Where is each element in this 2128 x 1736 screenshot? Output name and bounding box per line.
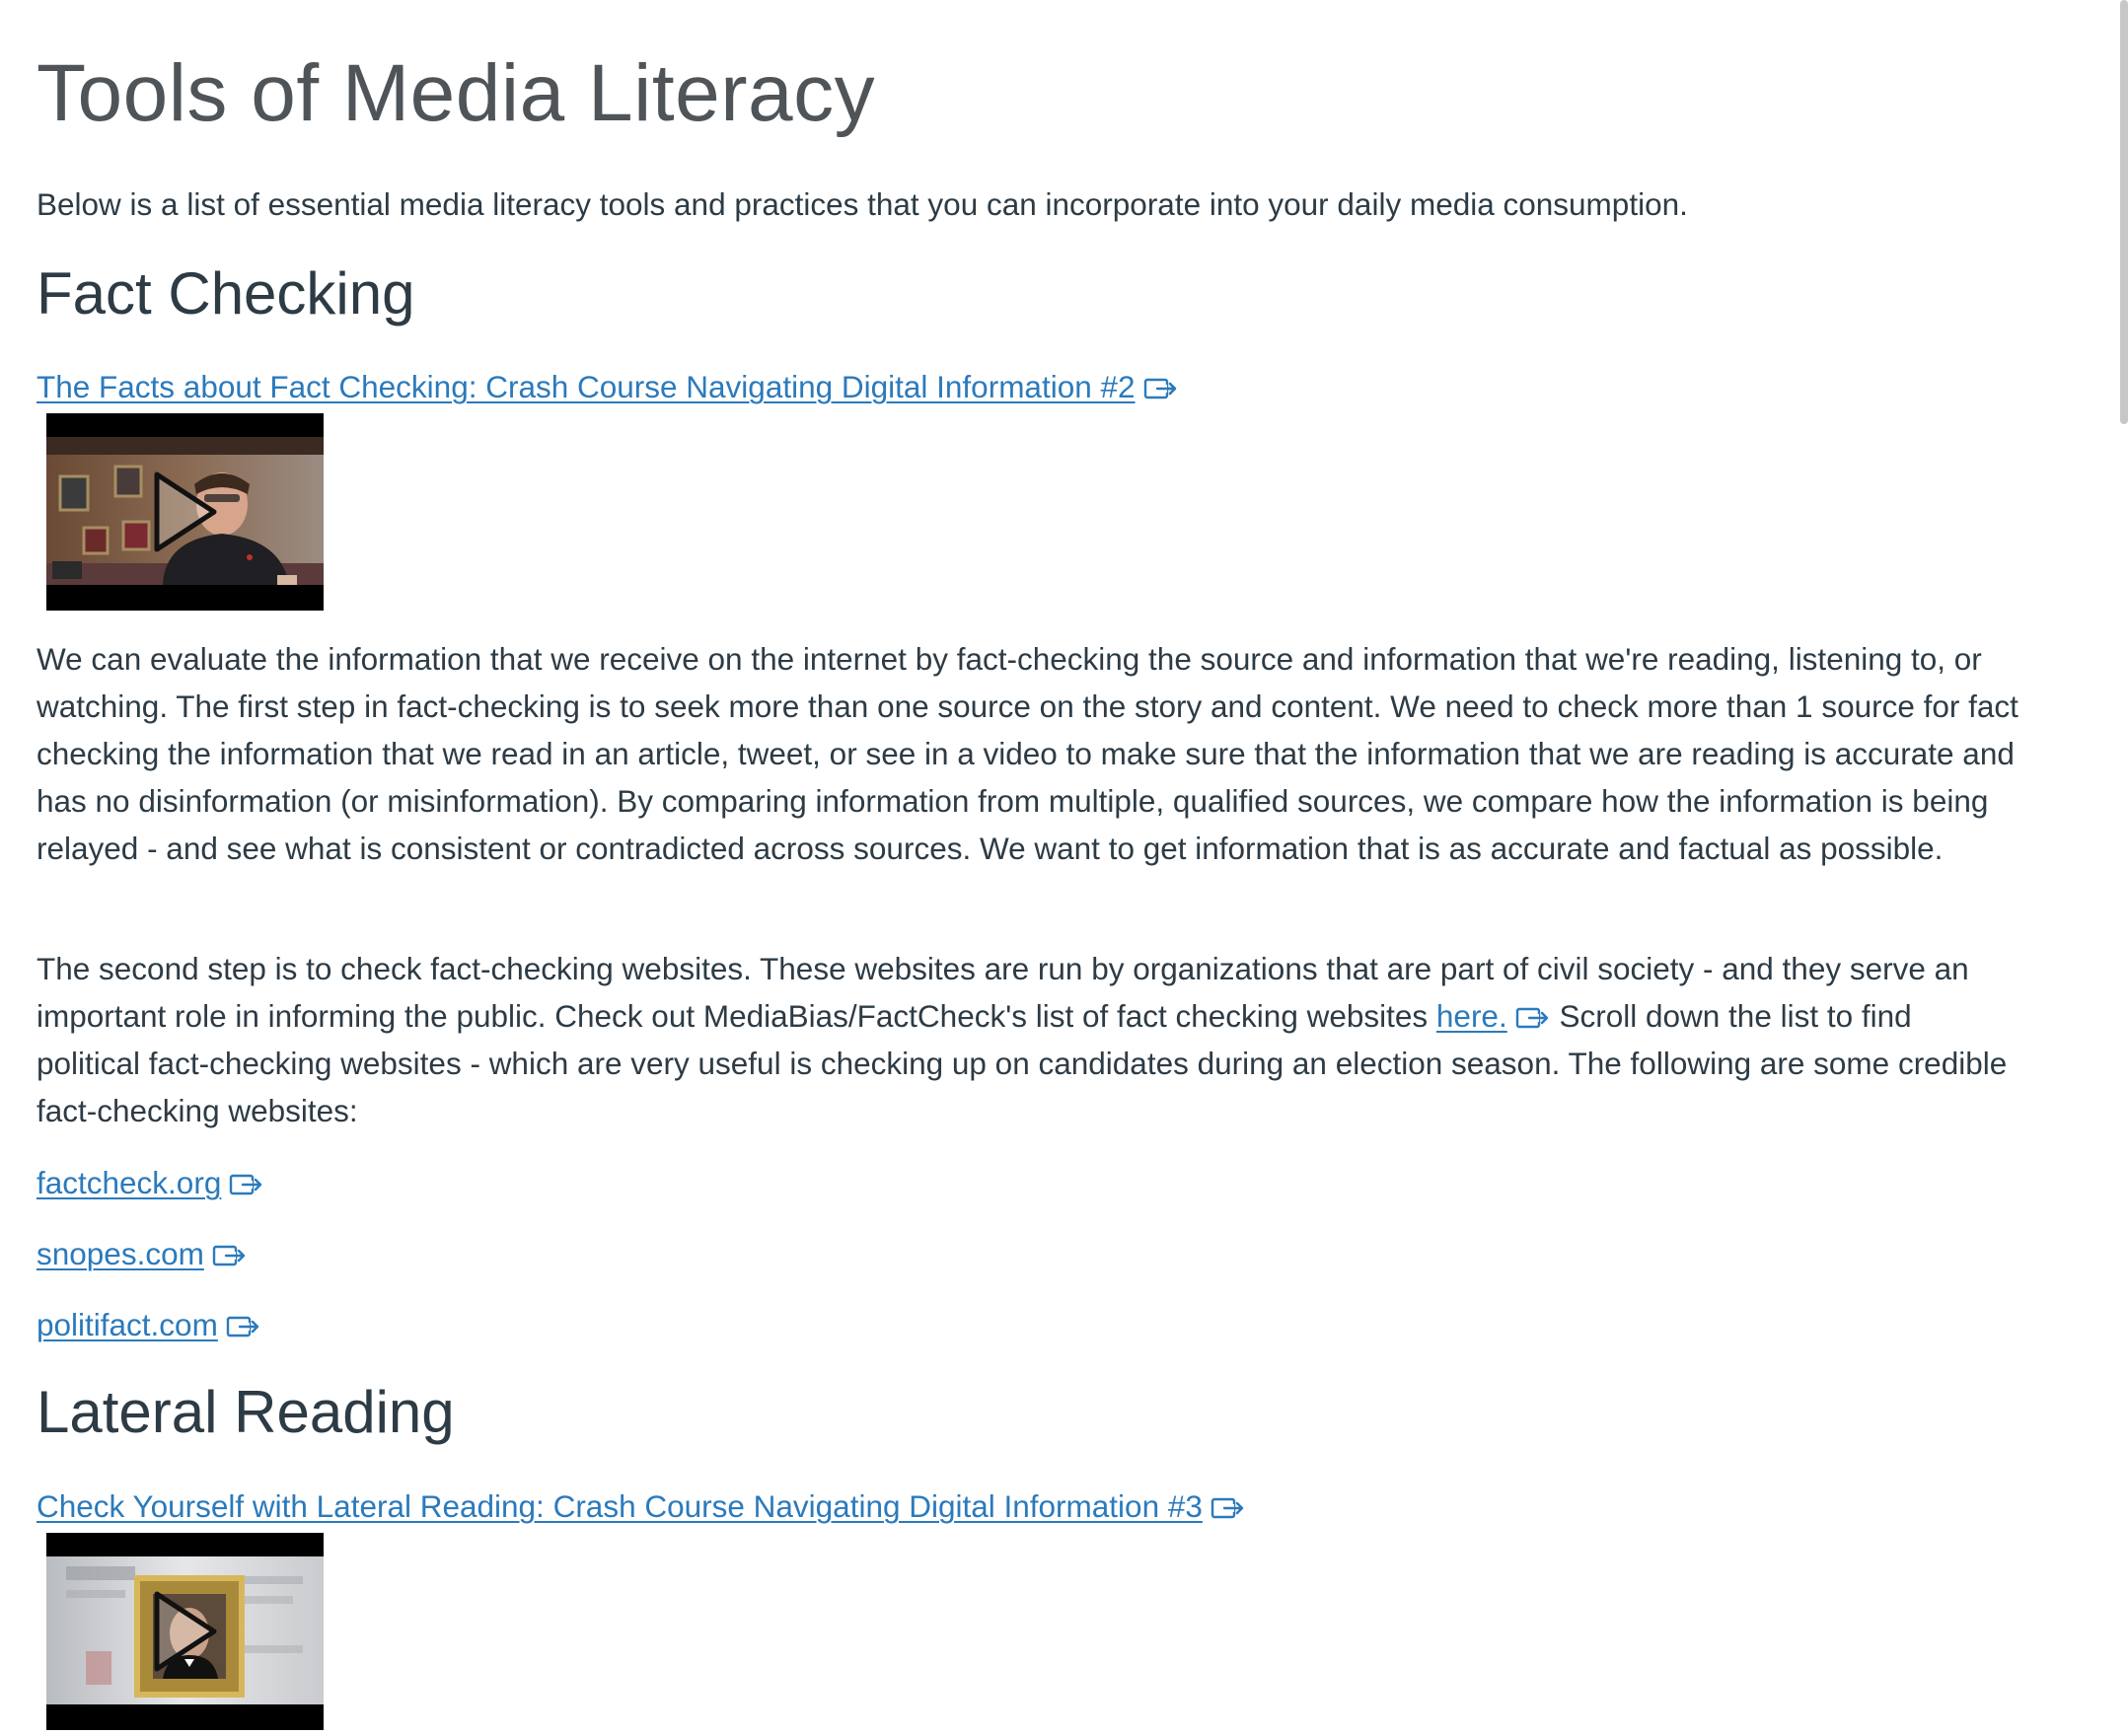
- fact-checking-paragraph-1: We can evaluate the information that we receive on the internet by fact-checking the source and information that we're reading, listening to, or watching. The first step in fact-checking is to seek more than one source on the story and content. We need to check more than 1 source for fact checking the information that we read in an article, tweet, or see in a video to make sure that the information that we are reading is accurate and has no disinformation (or misinformation). By comparing information from multiple, qualified sources, we compare how the information is being relayed - and see what is consistent or contradicted across sources. We want to get information that is as accurate and factual as possible.: [37, 641, 2018, 866]
- snopes-com-link[interactable]: snopes.com: [37, 1236, 204, 1271]
- external-link-icon: [212, 1243, 248, 1268]
- fact-checking-paragraph-2: [37, 945, 2019, 1134]
- lateral-reading-video-link-line: [37, 1483, 1246, 1530]
- external-link-icon: [1143, 376, 1179, 401]
- lateral-reading-video-thumbnail[interactable]: [46, 1533, 324, 1730]
- fact-checking-video-link[interactable]: The Facts about Fact Checking: Crash Course Navigating Digital Information #2: [37, 369, 1136, 404]
- site-line-snopes: [37, 1230, 248, 1277]
- vertical-scrollbar[interactable]: [2120, 0, 2128, 424]
- fact-checking-video-thumbnail[interactable]: [46, 413, 324, 611]
- external-link-icon: [1211, 1495, 1246, 1521]
- site-line-politifact: [37, 1301, 261, 1348]
- external-link-icon: [226, 1314, 261, 1339]
- heading-lateral-reading: Lateral Reading: [37, 1379, 455, 1445]
- fact-checking-video-link-line: [37, 363, 1179, 410]
- paragraph-2-text-start: The second step is to check fact-checking websites. These websites are run by organizations that are part of civil society - and they serve an important role in informing the public. Check out MediaBias/FactCheck's list of fact checking websites: [37, 951, 1969, 1034]
- external-link-icon: [229, 1172, 264, 1197]
- page-title: Tools of Media Literacy: [37, 48, 876, 138]
- lateral-reading-video-link[interactable]: Check Yourself with Lateral Reading: Crash Course Navigating Digital Information #3: [37, 1488, 1203, 1524]
- paragraph-2-text-end: Scroll down the list to find political fact-checking websites - which are very useful is checking up on candidates during an election season. The following are some credible fact-checking websites:: [37, 998, 2008, 1128]
- mediabias-here-link[interactable]: here.: [1435, 998, 1507, 1034]
- factcheck-org-link[interactable]: factcheck.org: [37, 1165, 222, 1200]
- intro-text: Below is a list of essential media literacy tools and practices that you can incorporate into your daily media consumption.: [37, 186, 1688, 222]
- external-link-icon: [1515, 1005, 1551, 1031]
- politifact-com-link[interactable]: politifact.com: [37, 1307, 218, 1342]
- site-line-factcheck: [37, 1159, 264, 1206]
- heading-fact-checking: Fact Checking: [37, 260, 415, 326]
